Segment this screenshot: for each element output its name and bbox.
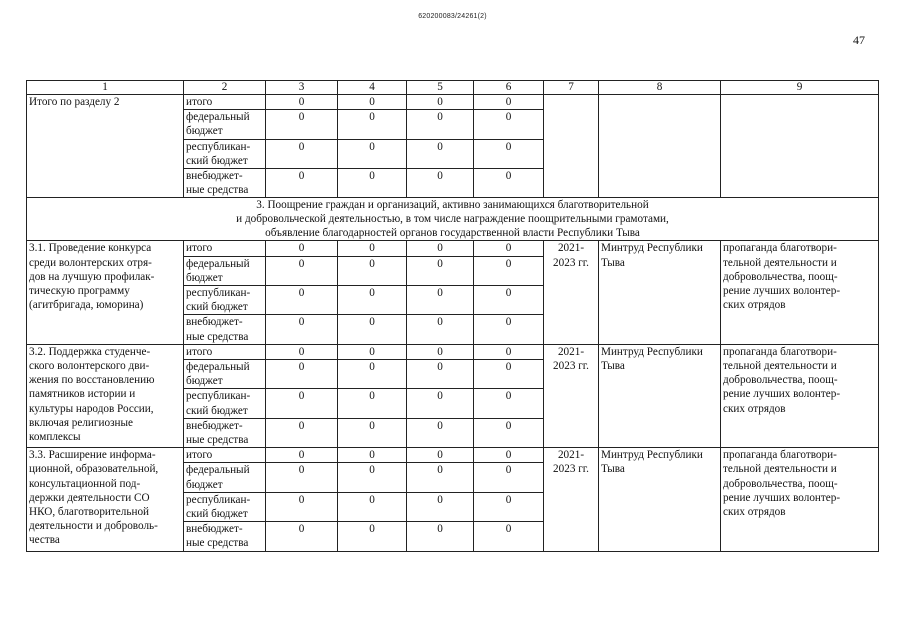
amount-cell: 0 (474, 344, 544, 359)
funding-source-line: ные средства (186, 184, 249, 197)
executor-line: Тыва (601, 463, 625, 476)
amount-cell: 0 (266, 463, 338, 492)
measure-name-line: ского волонтерского дви- (29, 360, 150, 373)
amount-cell: 0 (474, 95, 544, 110)
period-cell (544, 448, 599, 551)
measure-name-line: жения по восстановлению (29, 374, 155, 387)
table-row (27, 344, 879, 359)
period-cell (544, 95, 599, 198)
amount-cell: 0 (338, 492, 407, 521)
funding-source-line: внебюджет- (186, 316, 243, 329)
amount-cell: 0 (474, 139, 544, 168)
funding-source-line: итого (186, 345, 213, 358)
measure-name-line: 3.3. Расширение информа- (29, 449, 156, 462)
header-row (27, 81, 879, 95)
funding-source-line: республикан- (186, 287, 251, 300)
table-row (27, 95, 879, 110)
amount-cell: 0 (474, 360, 544, 389)
funding-source-line: бюджет (186, 271, 223, 284)
period-line: 2021- (557, 242, 585, 255)
funding-source (184, 389, 266, 418)
executor-line: Минтруд Республики (601, 449, 703, 462)
amount-cell: 0 (407, 95, 474, 110)
measure-name-line: ционной, образовательной, (29, 463, 159, 476)
amount-cell: 0 (338, 344, 407, 359)
funding-source-line: республикан- (186, 390, 251, 403)
funding-source-line: республикан- (186, 493, 251, 506)
amount-cell: 0 (407, 169, 474, 198)
result-line: тельной деятельности и (723, 463, 837, 476)
amount-cell: 0 (266, 169, 338, 198)
amount-cell: 0 (338, 241, 407, 256)
result-line: пропаганда благотвори- (723, 449, 837, 462)
executor-line: Тыва (601, 360, 625, 373)
measure-name-line: дов на лучшую профилак- (29, 270, 155, 283)
funding-source-line: бюджет (186, 375, 223, 388)
result-cell (721, 95, 879, 198)
amount-cell: 0 (266, 522, 338, 551)
amount-cell: 0 (474, 492, 544, 521)
amount-cell: 0 (338, 169, 407, 198)
amount-cell: 0 (266, 492, 338, 521)
amount-cell: 0 (338, 95, 407, 110)
section-title (27, 198, 879, 241)
amount-cell: 0 (338, 448, 407, 463)
page-number: 47 (853, 33, 865, 47)
amount-cell: 0 (474, 463, 544, 492)
measure-name-line: НКО, благотворительной (29, 506, 150, 519)
period-line: 2023 гг. (553, 256, 589, 269)
measure-name-line: 3.1. Проведение конкурса (29, 242, 152, 255)
amount-cell: 0 (266, 256, 338, 285)
column-number: 6 (474, 81, 544, 95)
amount-cell: 0 (474, 389, 544, 418)
funding-source-line: ные средства (186, 434, 249, 447)
funding-source (184, 315, 266, 344)
funding-source-line: федеральный (186, 361, 250, 374)
amount-cell: 0 (474, 286, 544, 315)
result-line: добровольчества, поощ- (723, 270, 838, 283)
executor-line: Минтруд Республики (601, 242, 703, 255)
funding-source (184, 492, 266, 521)
funding-source (184, 522, 266, 551)
executor-line: Минтруд Республики (601, 345, 703, 358)
table-row (27, 241, 879, 256)
funding-source-line: бюджет (186, 125, 223, 138)
executor-cell (599, 95, 721, 198)
measure-name-line: среди волонтерских отря- (29, 256, 152, 269)
measure-name-line: держки деятельности СО (29, 491, 150, 504)
result-line: рение лучших волонтер- (723, 388, 841, 401)
amount-cell: 0 (266, 110, 338, 139)
section-total-label: Итого по разделу 2 (27, 95, 184, 198)
result-line: добровольчества, поощ- (723, 374, 838, 387)
column-number: 3 (266, 81, 338, 95)
budget-table (26, 80, 879, 552)
amount-cell: 0 (407, 344, 474, 359)
column-number: 5 (407, 81, 474, 95)
amount-cell: 0 (407, 463, 474, 492)
result-line: тельной деятельности и (723, 256, 837, 269)
measure-name-line: включая религиозные (29, 416, 133, 429)
result-line: ских отрядов (723, 299, 786, 312)
amount-cell: 0 (474, 315, 544, 344)
period-cell (544, 241, 599, 344)
result-line: добровольчества, поощ- (723, 477, 838, 490)
result-line: тельной деятельности и (723, 360, 837, 373)
section-row (27, 198, 879, 241)
executor-cell (599, 448, 721, 551)
result-cell (721, 448, 879, 551)
executor-line: Тыва (601, 256, 625, 269)
funding-source (184, 286, 266, 315)
amount-cell: 0 (338, 522, 407, 551)
funding-source-line: федеральный (186, 111, 250, 124)
funding-source (184, 360, 266, 389)
amount-cell: 0 (338, 418, 407, 447)
period-line: 2023 гг. (553, 360, 589, 373)
amount-cell: 0 (474, 418, 544, 447)
funding-source-line: ский бюджет (186, 301, 248, 314)
result-line: ских отрядов (723, 506, 786, 519)
amount-cell: 0 (407, 522, 474, 551)
amount-cell: 0 (266, 418, 338, 447)
amount-cell: 0 (266, 389, 338, 418)
funding-source (184, 169, 266, 198)
funding-source-line: ский бюджет (186, 508, 248, 521)
amount-cell: 0 (407, 360, 474, 389)
amount-cell: 0 (407, 110, 474, 139)
funding-source (184, 256, 266, 285)
amount-cell: 0 (407, 448, 474, 463)
amount-cell: 0 (338, 139, 407, 168)
result-cell (721, 344, 879, 447)
period-line: 2023 гг. (553, 463, 589, 476)
measure-name (27, 241, 184, 344)
funding-source-line: внебюджет- (186, 419, 243, 432)
funding-source-line: ский бюджет (186, 404, 248, 417)
amount-cell: 0 (266, 344, 338, 359)
amount-cell: 0 (474, 110, 544, 139)
amount-cell: 0 (266, 286, 338, 315)
column-number: 1 (27, 81, 184, 95)
funding-source (184, 110, 266, 139)
amount-cell: 0 (266, 241, 338, 256)
column-number: 2 (184, 81, 266, 95)
amount-cell: 0 (407, 492, 474, 521)
result-line: ских отрядов (723, 402, 786, 415)
column-number: 8 (599, 81, 721, 95)
amount-cell: 0 (407, 389, 474, 418)
measure-name-line: консультационной под- (29, 477, 141, 490)
amount-cell: 0 (407, 286, 474, 315)
funding-source-line: федеральный (186, 464, 250, 477)
measure-name-line: деятельности и доброволь- (29, 520, 158, 533)
funding-source (184, 139, 266, 168)
measure-name-line: памятников истории и (29, 388, 136, 401)
amount-cell: 0 (338, 360, 407, 389)
measure-name-line: культуры народов России, (29, 402, 154, 415)
amount-cell: 0 (338, 256, 407, 285)
funding-source-line: итого (186, 242, 213, 255)
amount-cell: 0 (407, 139, 474, 168)
amount-cell: 0 (407, 241, 474, 256)
section-title-line: 3. Поощрение граждан и организаций, активно занимающихся благотворительной (256, 199, 649, 212)
result-line: пропаганда благотвори- (723, 345, 837, 358)
measure-name-line: тическую программу (29, 285, 130, 298)
column-number: 4 (338, 81, 407, 95)
amount-cell: 0 (407, 418, 474, 447)
funding-source-line: внебюджет- (186, 170, 243, 183)
measure-name-line: комплексы (29, 431, 81, 444)
funding-source-line: итого (186, 449, 213, 462)
funding-source-line: ский бюджет (186, 154, 248, 167)
amount-cell: 0 (474, 448, 544, 463)
funding-source-line: федеральный (186, 257, 250, 270)
amount-cell: 0 (338, 286, 407, 315)
period-cell (544, 344, 599, 447)
period-line: 2021- (557, 449, 585, 462)
amount-cell: 0 (407, 315, 474, 344)
measure-name-line: 3.2. Поддержка студенче- (29, 345, 151, 358)
result-line: пропаганда благотвори- (723, 242, 837, 255)
funding-source (184, 463, 266, 492)
amount-cell: 0 (407, 256, 474, 285)
funding-source (184, 344, 266, 359)
result-line: рение лучших волонтер- (723, 285, 841, 298)
table-row (27, 448, 879, 463)
funding-source-line: ные средства (186, 537, 249, 550)
measure-name-line: чества (29, 534, 60, 547)
funding-source-line: ные средства (186, 330, 249, 343)
executor-cell (599, 241, 721, 344)
amount-cell: 0 (338, 315, 407, 344)
funding-source-line: республикан- (186, 140, 251, 153)
executor-cell (599, 344, 721, 447)
amount-cell: 0 (266, 95, 338, 110)
amount-cell: 0 (266, 360, 338, 389)
document-id: 620200083/24261(2) (418, 13, 487, 20)
column-number: 7 (544, 81, 599, 95)
section-title-line: и добровольческой деятельностью, в том числе награждение поощрительными грамотами, (236, 213, 669, 226)
period-line: 2021- (557, 345, 585, 358)
section-title-line: объявление благодарностей органов государственной власти Республики Тыва (265, 227, 640, 240)
result-cell (721, 241, 879, 344)
amount-cell: 0 (338, 389, 407, 418)
result-line: рение лучших волонтер- (723, 491, 841, 504)
amount-cell: 0 (338, 110, 407, 139)
amount-cell: 0 (338, 463, 407, 492)
measure-name-line: (агитбригада, юморина) (29, 299, 144, 312)
amount-cell: 0 (266, 448, 338, 463)
column-number: 9 (721, 81, 879, 95)
funding-source (184, 418, 266, 447)
funding-source-line: итого (186, 96, 213, 108)
amount-cell: 0 (474, 256, 544, 285)
funding-source (184, 448, 266, 463)
measure-name (27, 344, 184, 447)
funding-source-line: бюджет (186, 478, 223, 491)
amount-cell: 0 (266, 315, 338, 344)
amount-cell: 0 (474, 169, 544, 198)
amount-cell: 0 (266, 139, 338, 168)
funding-source-line: внебюджет- (186, 523, 243, 536)
funding-source (184, 241, 266, 256)
amount-cell: 0 (474, 522, 544, 551)
funding-source (184, 95, 266, 110)
amount-cell: 0 (474, 241, 544, 256)
measure-name (27, 448, 184, 551)
